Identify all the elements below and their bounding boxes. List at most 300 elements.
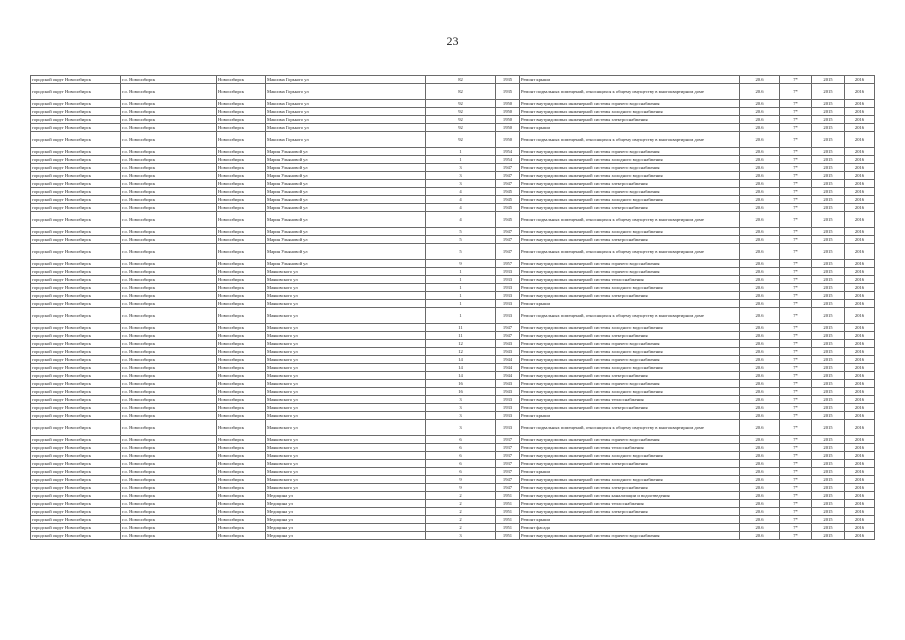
build-year-cell: 1954 bbox=[496, 148, 520, 156]
term-cell: 7* bbox=[780, 156, 812, 164]
term-cell: 7* bbox=[780, 236, 812, 244]
table-row bbox=[31, 460, 875, 468]
area-cell: 20.6 bbox=[740, 468, 780, 476]
locality-cell: Новосибирск bbox=[217, 324, 266, 332]
settlement-cell: г.о. Новосибирск bbox=[121, 404, 217, 412]
street-cell: Маяковского ул bbox=[266, 292, 426, 300]
locality-cell: Новосибирск bbox=[217, 196, 266, 204]
settlement-cell: г.о. Новосибирск bbox=[121, 500, 217, 508]
street-cell: Мария Ульяновой ул bbox=[266, 172, 426, 180]
municipality-cell: городской округ Новосибирск bbox=[31, 308, 121, 324]
term-cell: 7* bbox=[780, 308, 812, 324]
street-cell: Маяковского ул bbox=[266, 284, 426, 292]
municipality-cell: городской округ Новосибирск bbox=[31, 340, 121, 348]
term-cell: 7* bbox=[780, 148, 812, 156]
municipality-cell: городской округ Новосибирск bbox=[31, 516, 121, 524]
work-type-cell: Ремонт внутридомовых инженерной системы холодного водоснабжения bbox=[520, 228, 740, 236]
build-year-cell: 1933 bbox=[496, 396, 520, 404]
house-number-cell: 1 bbox=[426, 148, 496, 156]
street-cell: Маяковского ул bbox=[266, 372, 426, 380]
settlement-cell: г.о. Новосибирск bbox=[121, 100, 217, 108]
area-cell: 20.6 bbox=[740, 132, 780, 148]
build-year-cell: 1933 bbox=[496, 284, 520, 292]
end-year-cell: 2016 bbox=[845, 268, 875, 276]
table-row bbox=[31, 348, 875, 356]
start-year-cell: 2015 bbox=[812, 460, 845, 468]
table-row bbox=[31, 340, 875, 348]
start-year-cell: 2015 bbox=[812, 412, 845, 420]
street-cell: Максима Горького ул bbox=[266, 76, 426, 84]
municipality-cell: городской округ Новосибирск bbox=[31, 452, 121, 460]
street-cell: Маяковского ул bbox=[266, 332, 426, 340]
house-number-cell: 1 bbox=[426, 156, 496, 164]
locality-cell: Новосибирск bbox=[217, 516, 266, 524]
build-year-cell: 1943 bbox=[496, 388, 520, 396]
street-cell: Маяковского ул bbox=[266, 268, 426, 276]
street-cell: Маяковского ул bbox=[266, 276, 426, 284]
street-cell: Маяковского ул bbox=[266, 476, 426, 484]
house-number-cell: 2 bbox=[426, 500, 496, 508]
term-cell: 7* bbox=[780, 124, 812, 132]
settlement-cell: г.о. Новосибирск bbox=[121, 236, 217, 244]
term-cell: 7* bbox=[780, 396, 812, 404]
area-cell: 20.6 bbox=[740, 372, 780, 380]
table-row bbox=[31, 236, 875, 244]
house-number-cell: 6 bbox=[426, 460, 496, 468]
house-number-cell: 4 bbox=[426, 196, 496, 204]
settlement-cell: г.о. Новосибирск bbox=[121, 364, 217, 372]
work-type-cell: Ремонт внутридомовых инженерной системы горячего водоснабжения bbox=[520, 436, 740, 444]
table-row bbox=[31, 188, 875, 196]
locality-cell: Новосибирск bbox=[217, 132, 266, 148]
locality-cell: Новосибирск bbox=[217, 348, 266, 356]
municipality-cell: городской округ Новосибирск bbox=[31, 196, 121, 204]
municipality-cell: городской округ Новосибирск bbox=[31, 388, 121, 396]
start-year-cell: 2015 bbox=[812, 340, 845, 348]
build-year-cell: 1933 bbox=[496, 404, 520, 412]
term-cell: 7* bbox=[780, 516, 812, 524]
work-type-cell: Ремонт внутридомовых инженерной системы горячего водоснабжения bbox=[520, 268, 740, 276]
build-year-cell: 1951 bbox=[496, 516, 520, 524]
municipality-cell: городской округ Новосибирск bbox=[31, 292, 121, 300]
term-cell: 7* bbox=[780, 492, 812, 500]
work-type-cell: Ремонт внутридомовых инженерной системы холодного водоснабжения bbox=[520, 476, 740, 484]
build-year-cell: 1947 bbox=[496, 324, 520, 332]
build-year-cell: 1947 bbox=[496, 228, 520, 236]
street-cell: Мария Ульяновой ул bbox=[266, 212, 426, 228]
locality-cell: Новосибирск bbox=[217, 532, 266, 540]
area-cell: 20.6 bbox=[740, 380, 780, 388]
municipality-cell: городской округ Новосибирск bbox=[31, 180, 121, 188]
build-year-cell: 1947 bbox=[496, 484, 520, 492]
municipality-cell: городской округ Новосибирск bbox=[31, 532, 121, 540]
settlement-cell: г.о. Новосибирск bbox=[121, 116, 217, 124]
settlement-cell: г.о. Новосибирск bbox=[121, 372, 217, 380]
work-type-cell: Ремонт внутридомовых инженерной системы теплоснабжения bbox=[520, 396, 740, 404]
end-year-cell: 2016 bbox=[845, 172, 875, 180]
build-year-cell: 1943 bbox=[496, 380, 520, 388]
locality-cell: Новосибирск bbox=[217, 100, 266, 108]
term-cell: 7* bbox=[780, 268, 812, 276]
start-year-cell: 2015 bbox=[812, 324, 845, 332]
table-row bbox=[31, 116, 875, 124]
work-type-cell: Ремонт крыши bbox=[520, 300, 740, 308]
area-cell: 20.6 bbox=[740, 164, 780, 172]
house-number-cell: 6 bbox=[426, 436, 496, 444]
street-cell: Маяковского ул bbox=[266, 396, 426, 404]
house-number-cell: 16 bbox=[426, 380, 496, 388]
build-year-cell: 1943 bbox=[496, 340, 520, 348]
settlement-cell: г.о. Новосибирск bbox=[121, 268, 217, 276]
locality-cell: Новосибирск bbox=[217, 276, 266, 284]
street-cell: Мария Ульяновой ул bbox=[266, 236, 426, 244]
house-number-cell: 9 bbox=[426, 260, 496, 268]
term-cell: 7* bbox=[780, 180, 812, 188]
house-number-cell: 82 bbox=[426, 84, 496, 100]
end-year-cell: 2016 bbox=[845, 508, 875, 516]
house-number-cell: 5 bbox=[426, 236, 496, 244]
house-number-cell: 3 bbox=[426, 532, 496, 540]
locality-cell: Новосибирск bbox=[217, 236, 266, 244]
house-number-cell: 9 bbox=[426, 484, 496, 492]
municipality-cell: городской округ Новосибирск bbox=[31, 212, 121, 228]
work-type-cell: Ремонт внутридомовых инженерной системы электроснабжения bbox=[520, 180, 740, 188]
house-number-cell: 82 bbox=[426, 76, 496, 84]
house-number-cell: 3 bbox=[426, 172, 496, 180]
work-type-cell: Ремонт внутридомовых инженерной системы электроснабжения bbox=[520, 116, 740, 124]
municipality-cell: городской округ Новосибирск bbox=[31, 100, 121, 108]
house-number-cell: 12 bbox=[426, 340, 496, 348]
area-cell: 20.6 bbox=[740, 492, 780, 500]
term-cell: 7* bbox=[780, 364, 812, 372]
term-cell: 7* bbox=[780, 196, 812, 204]
table-body bbox=[31, 76, 875, 540]
street-cell: Мария Ульяновой ул bbox=[266, 148, 426, 156]
locality-cell: Новосибирск bbox=[217, 420, 266, 436]
settlement-cell: г.о. Новосибирск bbox=[121, 180, 217, 188]
term-cell: 7* bbox=[780, 340, 812, 348]
start-year-cell: 2015 bbox=[812, 380, 845, 388]
house-number-cell: 5 bbox=[426, 228, 496, 236]
house-number-cell: 2 bbox=[426, 516, 496, 524]
street-cell: Маяковского ул bbox=[266, 468, 426, 476]
street-cell: Маяковского ул bbox=[266, 484, 426, 492]
build-year-cell: 1937 bbox=[496, 468, 520, 476]
street-cell: Маяковского ул bbox=[266, 420, 426, 436]
municipality-cell: городской округ Новосибирск bbox=[31, 244, 121, 260]
street-cell: Медицина ул bbox=[266, 516, 426, 524]
settlement-cell: г.о. Новосибирск bbox=[121, 292, 217, 300]
area-cell: 20.6 bbox=[740, 76, 780, 84]
term-cell: 7* bbox=[780, 284, 812, 292]
area-cell: 20.6 bbox=[740, 508, 780, 516]
settlement-cell: г.о. Новосибирск bbox=[121, 388, 217, 396]
start-year-cell: 2015 bbox=[812, 348, 845, 356]
street-cell: Максима Горького ул bbox=[266, 124, 426, 132]
area-cell: 20.6 bbox=[740, 396, 780, 404]
area-cell: 20.6 bbox=[740, 228, 780, 236]
municipality-cell: городской округ Новосибирск bbox=[31, 420, 121, 436]
area-cell: 20.6 bbox=[740, 276, 780, 284]
start-year-cell: 2015 bbox=[812, 452, 845, 460]
locality-cell: Новосибирск bbox=[217, 300, 266, 308]
municipality-cell: городской округ Новосибирск bbox=[31, 148, 121, 156]
end-year-cell: 2016 bbox=[845, 532, 875, 540]
house-number-cell: 3 bbox=[426, 404, 496, 412]
term-cell: 7* bbox=[780, 348, 812, 356]
work-type-cell: Ремонт подвальных помещений, относящихся к общему имуществу в многоквартирном доме bbox=[520, 420, 740, 436]
area-cell: 20.6 bbox=[740, 268, 780, 276]
settlement-cell: г.о. Новосибирск bbox=[121, 412, 217, 420]
end-year-cell: 2016 bbox=[845, 348, 875, 356]
settlement-cell: г.о. Новосибирск bbox=[121, 524, 217, 532]
work-type-cell: Ремонт внутридомовых инженерной системы электроснабжения bbox=[520, 236, 740, 244]
end-year-cell: 2016 bbox=[845, 468, 875, 476]
municipality-cell: городской округ Новосибирск bbox=[31, 172, 121, 180]
street-cell: Мария Ульяновой ул bbox=[266, 228, 426, 236]
table-row bbox=[31, 404, 875, 412]
house-number-cell: 92 bbox=[426, 108, 496, 116]
area-cell: 20.6 bbox=[740, 260, 780, 268]
area-cell: 20.6 bbox=[740, 516, 780, 524]
municipality-cell: городской округ Новосибирск bbox=[31, 76, 121, 84]
locality-cell: Новосибирск bbox=[217, 356, 266, 364]
table-row bbox=[31, 492, 875, 500]
street-cell: Мария Ульяновой ул bbox=[266, 196, 426, 204]
table-row bbox=[31, 500, 875, 508]
settlement-cell: г.о. Новосибирск bbox=[121, 340, 217, 348]
build-year-cell: 1950 bbox=[496, 124, 520, 132]
term-cell: 7* bbox=[780, 468, 812, 476]
street-cell: Маяковского ул bbox=[266, 436, 426, 444]
street-cell: Максима Горького ул bbox=[266, 84, 426, 100]
street-cell: Медицина ул bbox=[266, 500, 426, 508]
term-cell: 7* bbox=[780, 300, 812, 308]
municipality-cell: городской округ Новосибирск bbox=[31, 156, 121, 164]
house-number-cell: 11 bbox=[426, 332, 496, 340]
build-year-cell: 1944 bbox=[496, 364, 520, 372]
street-cell: Мария Ульяновой ул bbox=[266, 260, 426, 268]
build-year-cell: 1935 bbox=[496, 76, 520, 84]
start-year-cell: 2015 bbox=[812, 204, 845, 212]
term-cell: 7* bbox=[780, 332, 812, 340]
municipality-cell: городской округ Новосибирск bbox=[31, 236, 121, 244]
table-row bbox=[31, 204, 875, 212]
table-row bbox=[31, 396, 875, 404]
street-cell: Мария Ульяновой ул bbox=[266, 164, 426, 172]
settlement-cell: г.о. Новосибирск bbox=[121, 156, 217, 164]
settlement-cell: г.о. Новосибирск bbox=[121, 532, 217, 540]
term-cell: 7* bbox=[780, 76, 812, 84]
municipality-cell: городской округ Новосибирск bbox=[31, 164, 121, 172]
settlement-cell: г.о. Новосибирск bbox=[121, 452, 217, 460]
street-cell: Маяковского ул bbox=[266, 444, 426, 452]
term-cell: 7* bbox=[780, 172, 812, 180]
end-year-cell: 2016 bbox=[845, 436, 875, 444]
area-cell: 20.6 bbox=[740, 204, 780, 212]
start-year-cell: 2015 bbox=[812, 76, 845, 84]
municipality-cell: городской округ Новосибирск bbox=[31, 324, 121, 332]
locality-cell: Новосибирск bbox=[217, 76, 266, 84]
work-type-cell: Ремонт внутридомовых инженерной системы канализации и водоотведения bbox=[520, 492, 740, 500]
work-type-cell: Ремонт внутридомовых инженерной системы холодного водоснабжения bbox=[520, 196, 740, 204]
table-row bbox=[31, 324, 875, 332]
house-number-cell: 1 bbox=[426, 300, 496, 308]
end-year-cell: 2016 bbox=[845, 204, 875, 212]
area-cell: 20.6 bbox=[740, 244, 780, 260]
street-cell: Максима Горького ул bbox=[266, 108, 426, 116]
table-row bbox=[31, 444, 875, 452]
work-type-cell: Ремонт внутридомовых инженерной системы горячего водоснабжения bbox=[520, 164, 740, 172]
table-row bbox=[31, 148, 875, 156]
locality-cell: Новосибирск bbox=[217, 476, 266, 484]
house-number-cell: 12 bbox=[426, 348, 496, 356]
municipality-cell: городской округ Новосибирск bbox=[31, 300, 121, 308]
street-cell: Маяковского ул bbox=[266, 412, 426, 420]
end-year-cell: 2016 bbox=[845, 324, 875, 332]
locality-cell: Новосибирск bbox=[217, 500, 266, 508]
start-year-cell: 2015 bbox=[812, 484, 845, 492]
term-cell: 7* bbox=[780, 324, 812, 332]
street-cell: Максима Горького ул bbox=[266, 116, 426, 124]
municipality-cell: городской округ Новосибирск bbox=[31, 396, 121, 404]
start-year-cell: 2015 bbox=[812, 100, 845, 108]
start-year-cell: 2015 bbox=[812, 500, 845, 508]
build-year-cell: 1933 bbox=[496, 268, 520, 276]
build-year-cell: 1954 bbox=[496, 156, 520, 164]
work-type-cell: Ремонт внутридомовых инженерной системы холодного водоснабжения bbox=[520, 108, 740, 116]
area-cell: 20.6 bbox=[740, 476, 780, 484]
table-row bbox=[31, 180, 875, 188]
start-year-cell: 2015 bbox=[812, 84, 845, 100]
municipality-cell: городской округ Новосибирск bbox=[31, 116, 121, 124]
start-year-cell: 2015 bbox=[812, 268, 845, 276]
house-number-cell: 1 bbox=[426, 276, 496, 284]
end-year-cell: 2016 bbox=[845, 308, 875, 324]
settlement-cell: г.о. Новосибирск bbox=[121, 516, 217, 524]
settlement-cell: г.о. Новосибирск bbox=[121, 172, 217, 180]
locality-cell: Новосибирск bbox=[217, 204, 266, 212]
table-row bbox=[31, 516, 875, 524]
settlement-cell: г.о. Новосибирск bbox=[121, 196, 217, 204]
table-row bbox=[31, 308, 875, 324]
end-year-cell: 2016 bbox=[845, 124, 875, 132]
build-year-cell: 1945 bbox=[496, 212, 520, 228]
build-year-cell: 1944 bbox=[496, 356, 520, 364]
locality-cell: Новосибирск bbox=[217, 308, 266, 324]
settlement-cell: г.о. Новосибирск bbox=[121, 164, 217, 172]
municipality-cell: городской округ Новосибирск bbox=[31, 492, 121, 500]
table-row bbox=[31, 284, 875, 292]
start-year-cell: 2015 bbox=[812, 508, 845, 516]
house-number-cell: 92 bbox=[426, 132, 496, 148]
end-year-cell: 2016 bbox=[845, 500, 875, 508]
term-cell: 7* bbox=[780, 404, 812, 412]
start-year-cell: 2015 bbox=[812, 164, 845, 172]
settlement-cell: г.о. Новосибирск bbox=[121, 308, 217, 324]
settlement-cell: г.о. Новосибирск bbox=[121, 132, 217, 148]
settlement-cell: г.о. Новосибирск bbox=[121, 444, 217, 452]
table-row bbox=[31, 436, 875, 444]
term-cell: 7* bbox=[780, 484, 812, 492]
area-cell: 20.6 bbox=[740, 388, 780, 396]
municipality-cell: городской округ Новосибирск bbox=[31, 380, 121, 388]
area-cell: 20.6 bbox=[740, 236, 780, 244]
locality-cell: Новосибирск bbox=[217, 492, 266, 500]
municipality-cell: городской округ Новосибирск bbox=[31, 476, 121, 484]
street-cell: Маяковского ул bbox=[266, 324, 426, 332]
area-cell: 20.6 bbox=[740, 212, 780, 228]
work-type-cell: Ремонт внутридомовых инженерной системы холодного водоснабжения bbox=[520, 156, 740, 164]
start-year-cell: 2015 bbox=[812, 284, 845, 292]
start-year-cell: 2015 bbox=[812, 108, 845, 116]
work-type-cell: Ремонт внутридомовых инженерной системы горячего водоснабжения bbox=[520, 356, 740, 364]
settlement-cell: г.о. Новосибирск bbox=[121, 508, 217, 516]
house-number-cell: 6 bbox=[426, 468, 496, 476]
work-type-cell: Ремонт крыши bbox=[520, 468, 740, 476]
locality-cell: Новосибирск bbox=[217, 124, 266, 132]
end-year-cell: 2016 bbox=[845, 340, 875, 348]
build-year-cell: 1944 bbox=[496, 372, 520, 380]
street-cell: Маяковского ул bbox=[266, 308, 426, 324]
locality-cell: Новосибирск bbox=[217, 332, 266, 340]
build-year-cell: 1951 bbox=[496, 500, 520, 508]
end-year-cell: 2016 bbox=[845, 228, 875, 236]
house-number-cell: 3 bbox=[426, 396, 496, 404]
work-type-cell: Ремонт крыши bbox=[520, 124, 740, 132]
start-year-cell: 2015 bbox=[812, 236, 845, 244]
build-year-cell: 1947 bbox=[496, 180, 520, 188]
municipality-cell: городской округ Новосибирск bbox=[31, 132, 121, 148]
house-number-cell: 4 bbox=[426, 204, 496, 212]
locality-cell: Новосибирск bbox=[217, 108, 266, 116]
table-row bbox=[31, 108, 875, 116]
capital-repair-table bbox=[30, 75, 875, 540]
table-row bbox=[31, 156, 875, 164]
settlement-cell: г.о. Новосибирск bbox=[121, 284, 217, 292]
table-row bbox=[31, 260, 875, 268]
table-row bbox=[31, 468, 875, 476]
street-cell: Маяковского ул bbox=[266, 452, 426, 460]
start-year-cell: 2015 bbox=[812, 196, 845, 204]
settlement-cell: г.о. Новосибирск bbox=[121, 300, 217, 308]
locality-cell: Новосибирск bbox=[217, 412, 266, 420]
table-row bbox=[31, 132, 875, 148]
locality-cell: Новосибирск bbox=[217, 180, 266, 188]
work-type-cell: Ремонт внутридомовых инженерной системы электроснабжения bbox=[520, 204, 740, 212]
end-year-cell: 2016 bbox=[845, 516, 875, 524]
house-number-cell: 14 bbox=[426, 372, 496, 380]
end-year-cell: 2016 bbox=[845, 236, 875, 244]
area-cell: 20.6 bbox=[740, 332, 780, 340]
area-cell: 20.6 bbox=[740, 300, 780, 308]
municipality-cell: городской округ Новосибирск bbox=[31, 436, 121, 444]
area-cell: 20.6 bbox=[740, 124, 780, 132]
settlement-cell: г.о. Новосибирск bbox=[121, 324, 217, 332]
area-cell: 20.6 bbox=[740, 100, 780, 108]
locality-cell: Новосибирск bbox=[217, 188, 266, 196]
settlement-cell: г.о. Новосибирск bbox=[121, 420, 217, 436]
build-year-cell: 1933 bbox=[496, 412, 520, 420]
locality-cell: Новосибирск bbox=[217, 116, 266, 124]
term-cell: 7* bbox=[780, 108, 812, 116]
locality-cell: Новосибирск bbox=[217, 484, 266, 492]
table-row bbox=[31, 212, 875, 228]
table-row bbox=[31, 332, 875, 340]
work-type-cell: Ремонт внутридомовых инженерной системы холодного водоснабжения bbox=[520, 452, 740, 460]
work-type-cell: Ремонт подвальных помещений, относящихся к общему имуществу в многоквартирном доме bbox=[520, 84, 740, 100]
term-cell: 7* bbox=[780, 212, 812, 228]
